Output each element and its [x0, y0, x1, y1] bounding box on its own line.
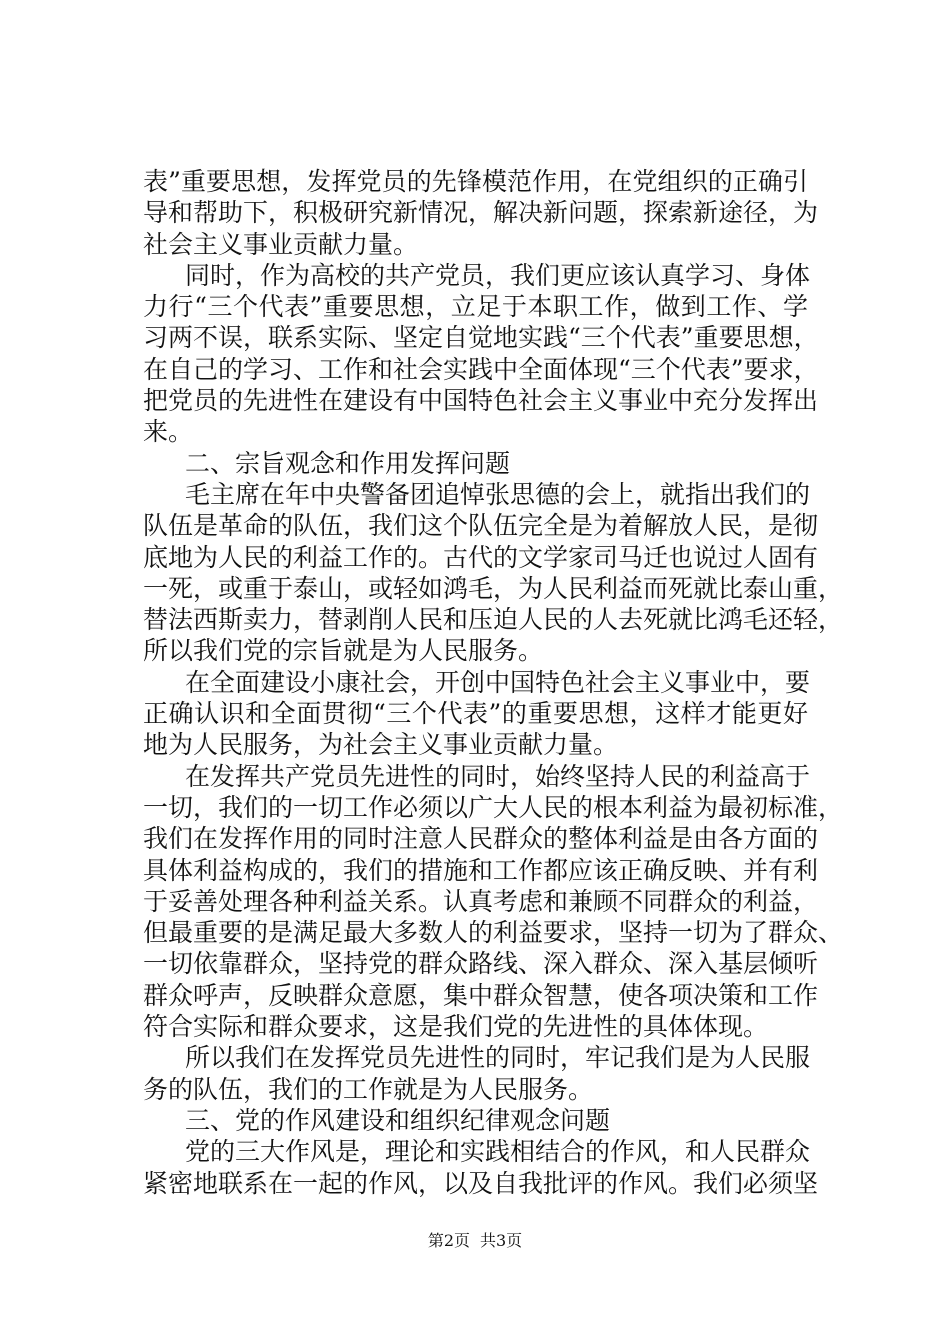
text-line: 来。: [143, 417, 194, 447]
text-line: 习两不误，联系实际、坚定自觉地实践“三个代表”重要思想，: [143, 323, 819, 353]
text-line: 在全面建设小康社会，开创中国特色社会主义事业中，要: [185, 667, 811, 697]
body-text: [143, 166, 844, 1199]
text-line: 在发挥共产党员先进性的同时，始终坚持人民的利益高于: [185, 761, 811, 791]
text-line: 所以我们党的宗旨就是为人民服务。: [143, 636, 544, 666]
text-line: 符合实际和群众要求，这是我们党的先进性的具体体现。: [143, 1012, 769, 1042]
text-line: 替法西斯卖力，替剥削人民和压迫人民的人去死就比鸿毛还轻，: [143, 605, 844, 635]
text-line: 紧密地联系在一起的作风，以及自我批评的作风。我们必须坚: [143, 1168, 819, 1198]
text-line: 地为人民服务，为社会主义事业贡献力量。: [143, 730, 619, 760]
text-line: 导和帮助下，积极研究新情况，解决新问题，探索新途径，为: [143, 198, 819, 228]
text-line: 队伍是革命的队伍，我们这个队伍完全是为着解放人民，是彻: [143, 511, 819, 541]
text-line: 在自己的学习、工作和社会实践中全面体现“三个代表”要求，: [143, 354, 819, 384]
text-line: 党的三大作风是，理论和实践相结合的作风，和人民群众: [185, 1137, 811, 1167]
section-heading: 二、宗旨观念和作用发挥问题: [185, 448, 511, 478]
text-line: 把党员的先进性在建设有中国特色社会主义事业中充分发挥出: [143, 386, 819, 416]
text-line: 具体利益构成的，我们的措施和工作都应该正确反映、并有利: [143, 855, 819, 885]
text-line: 但最重要的是满足最大多数人的利益要求，坚持一切为了群众、: [143, 918, 844, 948]
text-line: 力行“三个代表”重要思想，立足于本职工作，做到工作、学: [143, 292, 808, 322]
page-number: 第2页: [427, 1231, 470, 1250]
text-line: 正确认识和全面贯彻“三个代表”的重要思想，这样才能更好: [143, 699, 808, 729]
text-line: 表”重要思想，发挥党员的先锋模范作用，在党组织的正确引: [143, 167, 808, 196]
text-line: 群众呼声，反映群众意愿，集中群众智慧，使各项决策和工作: [143, 980, 819, 1010]
text-line: 底地为人民的利益工作的。古代的文学家司马迁也说过人固有: [143, 542, 819, 572]
text-line: 务的队伍，我们的工作就是为人民服务。: [143, 1074, 594, 1104]
text-line: 于妥善处理各种利益关系。认真考虑和兼顾不同群众的利益，: [143, 886, 819, 916]
text-line: 同时，作为高校的共产党员，我们更应该认真学习、身体: [185, 260, 811, 290]
text-line: 所以我们在发挥党员先进性的同时，牢记我们是为人民服: [185, 1043, 811, 1073]
page-footer: [0, 1228, 950, 1251]
text-line: 毛主席在年中央警备团追悼张思德的会上，就指出我们的: [185, 479, 811, 509]
text-line: 一切，我们的一切工作必须以广大人民的根本利益为最初标准，: [143, 792, 844, 822]
text-line: 一死，或重于泰山，或轻如鸿毛，为人民利益而死就比泰山重，: [143, 573, 844, 603]
text-line: 我们在发挥作用的同时注意人民群众的整体利益是由各方面的: [143, 824, 819, 854]
text-line: 一切依靠群众，坚持党的群众路线、深入群众、深入基层倾听: [143, 949, 819, 979]
section-heading: 三、党的作风建设和组织纪律观念问题: [185, 1105, 611, 1135]
text-line: 社会主义事业贡献力量。: [143, 229, 419, 259]
page-total: 共3页: [480, 1231, 523, 1250]
